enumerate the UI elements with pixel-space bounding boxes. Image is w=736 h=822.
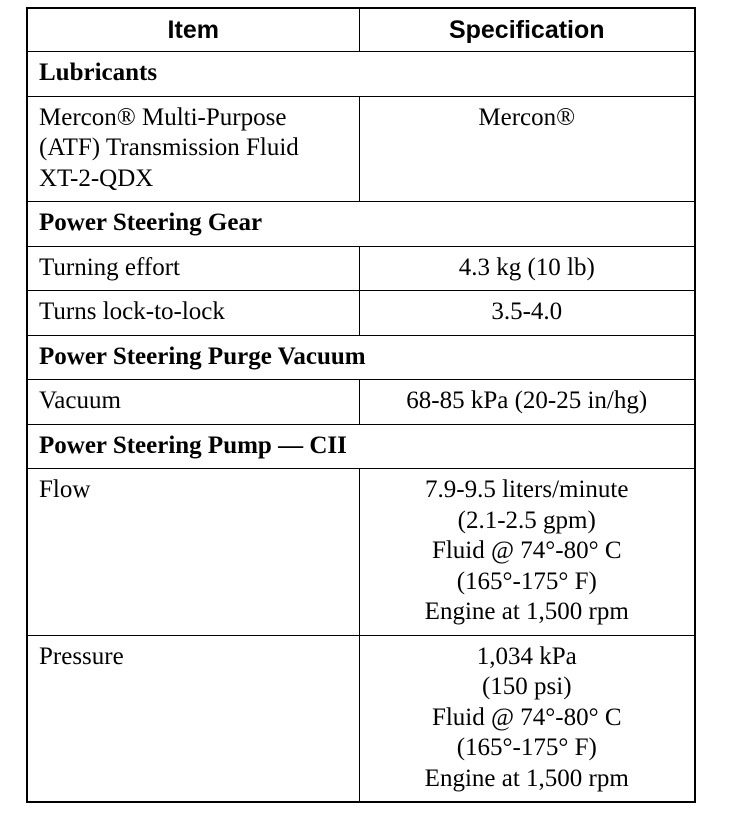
specification-table [26, 7, 696, 803]
specification-text: 68-85 kPa (20-25 in/hg) [406, 387, 648, 414]
item-cell [27, 380, 359, 425]
item-cell [27, 469, 359, 636]
section-title: Lubricants [27, 52, 695, 97]
section-row-power-steering-purge-vacuum [27, 335, 695, 380]
specification-text: 1,034 kPa [476, 642, 577, 670]
specification-cell [359, 469, 695, 636]
item-cell [27, 291, 359, 336]
specification-text: (165°-175° F) [456, 734, 597, 761]
section-row-power-steering-pump-cii [27, 424, 695, 469]
table-row [27, 635, 695, 802]
specification-cell [359, 96, 695, 202]
table-body [27, 52, 695, 803]
item-text: Mercon® Multi-Purpose [39, 103, 287, 131]
specification-cell [359, 635, 695, 802]
specification-text: 3.5-4.0 [491, 298, 563, 325]
specification-text: Engine at 1,500 rpm [424, 598, 629, 625]
specification-text: Engine at 1,500 rpm [424, 764, 629, 792]
item-cell [27, 96, 359, 202]
section-row-lubricants [27, 52, 695, 97]
specification-text: Fluid @ 74°-80° C [431, 703, 622, 731]
item-text: XT-2-QDX [39, 164, 154, 192]
table-row [27, 291, 695, 336]
specification-text: (2.1-2.5 gpm) [457, 506, 596, 534]
table-row [27, 96, 695, 202]
item-cell [27, 635, 359, 802]
item-text: Pressure [39, 642, 124, 670]
section-title: Power Steering Purge Vacuum [27, 335, 695, 380]
section-title: Power Steering Pump — CII [27, 424, 695, 469]
table-row [27, 380, 695, 425]
specification-text: Fluid @ 74°-80° C [431, 537, 622, 564]
specification-cell [359, 380, 695, 425]
specification-text: 4.3 kg (10 lb) [458, 253, 595, 281]
header-specification: Specification [359, 8, 695, 52]
item-text: Turns lock-to-lock [39, 298, 225, 325]
specification-text: (165°-175° F) [456, 567, 597, 595]
header-item: Item [27, 8, 359, 52]
item-cell [27, 246, 359, 291]
table-row [27, 246, 695, 291]
section-title: Power Steering Gear [27, 202, 695, 247]
specification-text: Mercon® [478, 103, 576, 131]
item-text: Flow [39, 476, 91, 503]
specification-cell [359, 246, 695, 291]
specification-text: 7.9-9.5 liters/minute [425, 476, 629, 503]
specification-text: (150 psi) [481, 673, 572, 700]
table-row [27, 469, 695, 636]
item-text: (ATF) Transmission Fluid [39, 134, 299, 161]
item-text: Turning effort [39, 253, 180, 281]
section-row-power-steering-gear [27, 202, 695, 247]
specification-cell [359, 291, 695, 336]
header-row [27, 8, 695, 52]
item-text: Vacuum [39, 387, 121, 414]
